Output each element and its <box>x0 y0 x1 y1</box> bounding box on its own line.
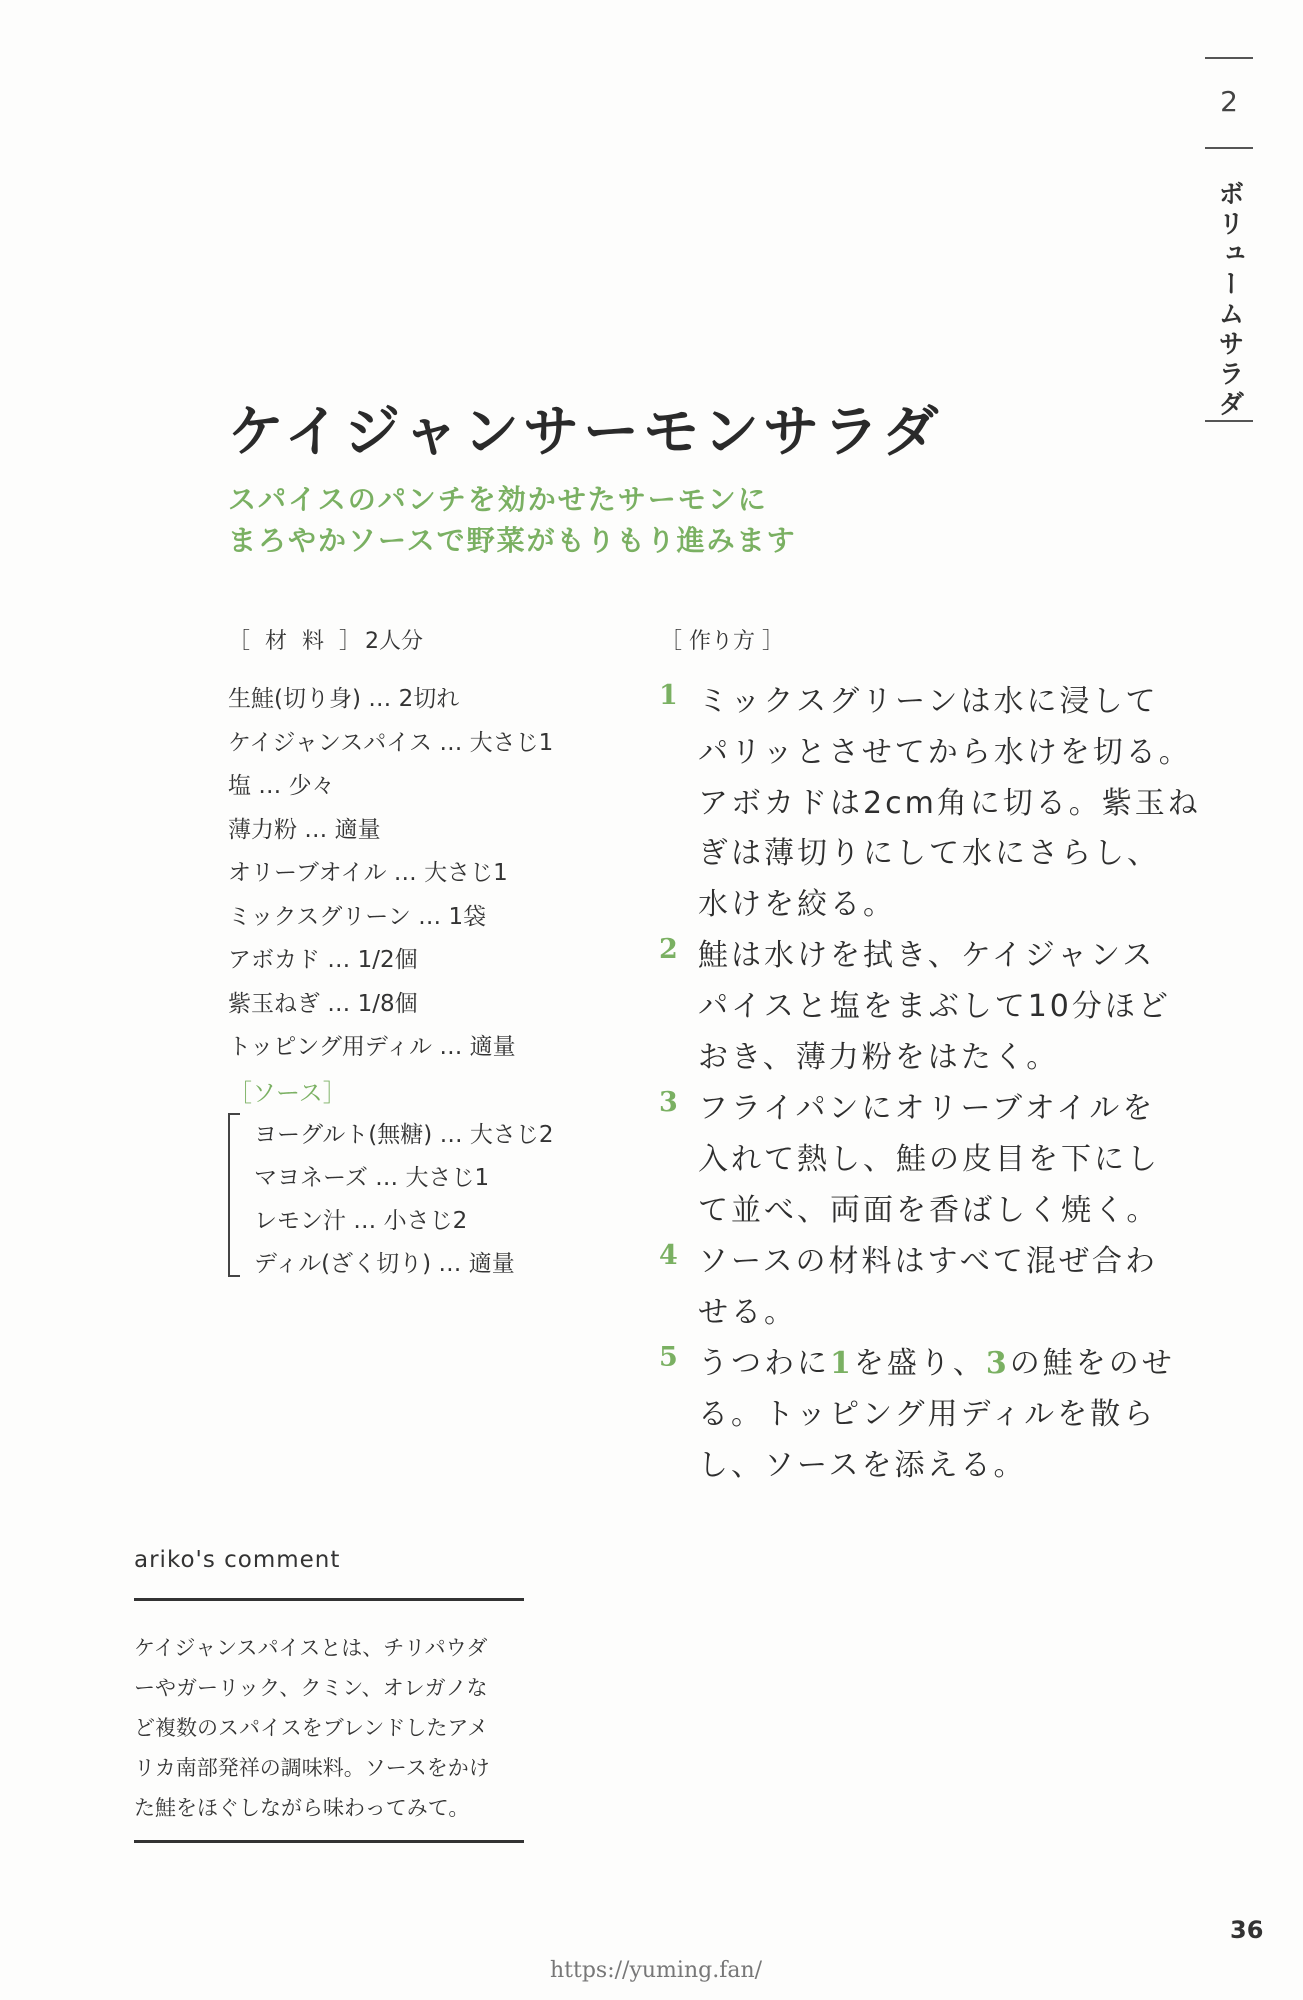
step-number: 1 <box>659 680 678 711</box>
ingredients-header-label: ［ 材 料 ］ <box>228 629 365 654</box>
ingredient-item: ケイジャンスパイス … 大さじ1 <box>228 730 554 756</box>
sauce-item: レモン汁 … 小さじ2 <box>254 1208 468 1234</box>
ingredient-item: アボカド … 1/2個 <box>228 947 418 973</box>
ingredient-item: 紫玉ねぎ … 1/8個 <box>228 991 418 1017</box>
ingredients-header <box>228 624 423 655</box>
recipe-subtitle-line: スパイスのパンチを効かせたサーモンに <box>228 483 768 516</box>
comment-line: リカ南部発祥の調味料。ソースをかけ <box>134 1756 490 1780</box>
recipe-subtitle-line: まろやかソースで野菜がもりもり進みます <box>228 524 797 557</box>
step-text-line: おき、薄力粉をはたく。 <box>698 1040 1060 1075</box>
step-number: 2 <box>659 934 678 965</box>
step-text-line: フライパンにオリーブオイルを <box>698 1091 1156 1126</box>
step-text-line: し、ソースを添える。 <box>698 1448 1027 1483</box>
watermark-url: https://yuming.fan/ <box>550 1958 763 1983</box>
page-number: 36 <box>1230 1916 1264 1944</box>
step-text-line: ソースの材料はすべて混ぜ合わ <box>698 1244 1158 1279</box>
step-number: 5 <box>659 1342 678 1373</box>
step-text-line: 入れて熱し、鮭の皮目を下にし <box>698 1142 1160 1177</box>
section-title: ボリュームサラダ <box>1214 180 1244 420</box>
step-text-fragment: を盛り、 <box>853 1346 986 1381</box>
section-tab-top-rule <box>1205 57 1253 59</box>
sauce-header: ［ソース］ <box>228 1079 347 1107</box>
sauce-item: ヨーグルト(無糖) … 大さじ2 <box>254 1122 554 1148</box>
step-text-line: て並べ、両面を香ばしく焼く。 <box>698 1193 1160 1228</box>
step-text-line: アボカドは2cm角に切る。紫玉ね <box>698 786 1201 821</box>
section-tab-mid-rule <box>1205 147 1253 149</box>
step-text-line: ぎは薄切りにして水にさらし、 <box>698 836 1160 871</box>
step-text-line: パリッとさせてから水けを切る。 <box>698 735 1192 770</box>
step-text-line: パイスと塩をまぶして10分ほど <box>698 989 1171 1024</box>
section-number: 2 <box>1220 85 1238 118</box>
step-reference: 3 <box>985 1346 1010 1381</box>
ingredient-item: 生鮭(切り身) … 2切れ <box>228 686 460 712</box>
step-text-fragment: うつわに <box>698 1346 830 1381</box>
ingredient-item: 薄力粉 … 適量 <box>228 817 381 843</box>
ingredient-item: ミックスグリーン … 1袋 <box>228 904 487 930</box>
comment-label: ariko's comment <box>134 1547 341 1573</box>
ingredient-item: オリーブオイル … 大さじ1 <box>228 860 508 886</box>
section-tab-bottom-rule <box>1205 420 1253 422</box>
method-header: ［ 作り方 ］ <box>660 629 784 654</box>
step-text-line: 水けを絞る。 <box>698 887 896 922</box>
step-text-line: せる。 <box>698 1295 797 1330</box>
recipe-title: ケイジャンサーモンサラダ <box>228 400 943 465</box>
comment-bottom-rule <box>134 1840 524 1843</box>
step-text-line <box>698 1338 1175 1382</box>
sauce-item: マヨネーズ … 大さじ1 <box>254 1165 490 1191</box>
step-number: 4 <box>659 1240 678 1271</box>
ingredient-item: 塩 … 少々 <box>228 773 335 799</box>
comment-line: ど複数のスパイスをブレンドしたアメ <box>134 1716 489 1740</box>
sauce-bracket <box>228 1113 240 1277</box>
step-reference: 1 <box>830 1346 854 1381</box>
sauce-item: ディル(ざく切り) … 適量 <box>254 1251 515 1277</box>
ingredient-item: トッピング用ディル … 適量 <box>228 1034 516 1060</box>
servings: 2人分 <box>364 629 423 654</box>
comment-line: ケイジャンスパイスとは、チリパウダ <box>134 1636 488 1660</box>
step-text-line: ミックスグリーンは水に浸して <box>698 684 1159 719</box>
step-text-fragment: の鮭をのせ <box>1009 1346 1175 1381</box>
step-number: 3 <box>659 1087 678 1118</box>
step-text-line: 鮭は水けを拭き、ケイジャンス <box>698 938 1156 973</box>
comment-line: た鮭をほぐしながら味わってみて。 <box>134 1796 470 1820</box>
comment-top-rule <box>134 1598 524 1601</box>
comment-line: ーやガーリック、クミン、オレガノな <box>134 1676 488 1700</box>
step-text-line: る。トッピング用ディルを散ら <box>698 1397 1157 1432</box>
